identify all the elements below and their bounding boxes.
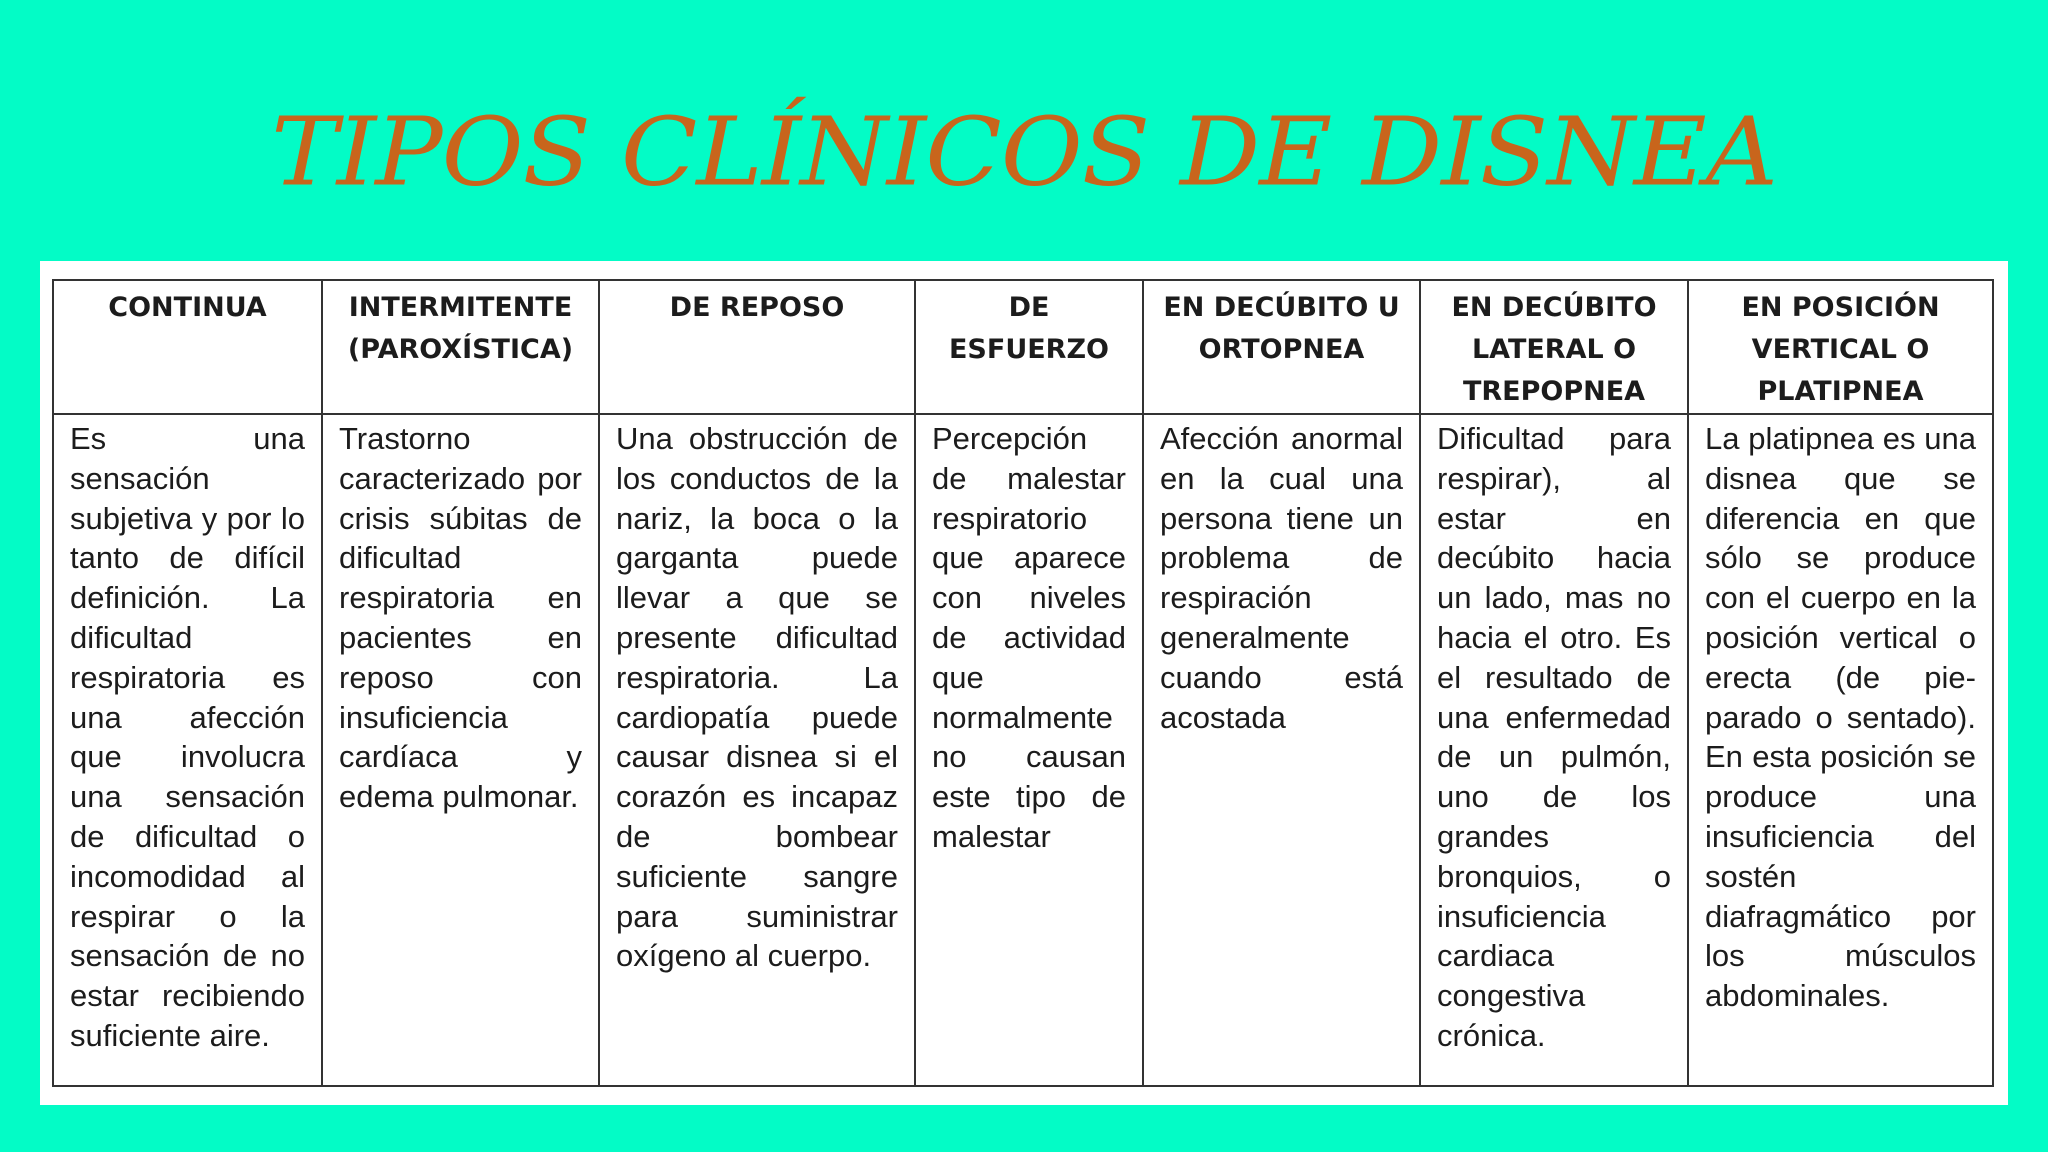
cell-de-esfuerzo: Percepción de malestar respiratorio que aparece con niveles de actividad que normalmente no causan este tipo de malestar [915, 414, 1143, 1086]
header-trepopnea: EN DECÚBITO LATERAL O TREPOPNEA [1420, 280, 1688, 414]
header-ortopnea: EN DECÚBITO U ORTOPNEA [1143, 280, 1420, 414]
page-title: TIPOS CLÍNICOS DE DISNEA [271, 95, 1777, 208]
dyspnea-types-table [52, 279, 1994, 1087]
cell-intermitente: Trastorno caracterizado por crisis súbitas de dificultad respiratoria en pacientes en reposo con insuficiencia cardíaca y edema pulmonar. [322, 414, 599, 1086]
table-row [53, 414, 1993, 1086]
table-sheet [40, 261, 2008, 1105]
header-de-esfuerzo: DE ESFUERZO [915, 280, 1143, 414]
header-platipnea: EN POSICIÓN VERTICAL O PLATIPNEA [1688, 280, 1993, 414]
header-row [53, 280, 1993, 414]
cell-platipnea: La platipnea es una disnea que se diferencia en que sólo se produce con el cuerpo en la posición vertical o erecta (de pie-parado o sentado). En esta posición se produce una insuficiencia del sostén diafragmático por los músculos abdominales. [1688, 414, 1993, 1086]
cell-trepopnea: Dificultad para respirar), al estar en decúbito hacia un lado, mas no hacia el otro. Es el resultado de una enfermedad de un pulmón, uno de los grandes bronquios, o insuficiencia cardiaca congestiva crónica. [1420, 414, 1688, 1086]
cell-continua: Es una sensación subjetiva y por lo tanto de difícil definición. La dificultad respiratoria es una afección que involucra una sensación de dificultad o incomodidad al respirar o la sensación de no estar recibiendo suficiente aire. [53, 414, 322, 1086]
cell-ortopnea: Afección anormal en la cual una persona tiene un problema de respiración generalmente cuando está acostada [1143, 414, 1420, 1086]
header-de-reposo: DE REPOSO [599, 280, 915, 414]
cell-de-reposo: Una obstrucción de los conductos de la nariz, la boca o la garganta puede llevar a que se presente dificultad respiratoria. La cardiopatía puede causar disnea si el corazón es incapaz de bombear suficiente sangre para suministrar oxígeno al cuerpo. [599, 414, 915, 1086]
header-intermitente: INTERMITENTE (PAROXÍSTICA) [322, 280, 599, 414]
header-continua: CONTINUA [53, 280, 322, 414]
